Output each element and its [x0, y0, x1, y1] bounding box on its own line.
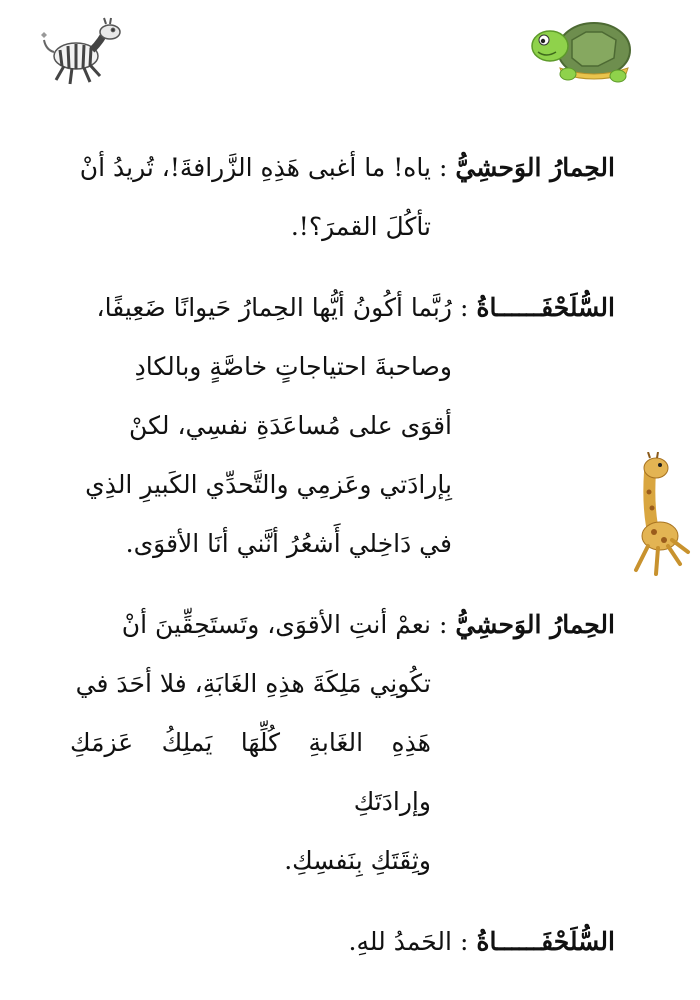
zebra-illustration — [36, 10, 126, 92]
speech-text — [70, 912, 452, 971]
speech-text — [70, 278, 452, 573]
speaker-separator: : — [438, 610, 448, 639]
speaker-name: السُّلَحْفَــــــاةُ — [476, 927, 615, 956]
dialogue-turn — [70, 912, 615, 971]
speech-line: تكُونِي مَلِكَةَ هذِهِ الغَابَةِ، فلا أحَدَ في — [75, 669, 431, 698]
speech-line: وثِقَتَكِ بِنَفسِكِ. — [284, 846, 431, 875]
speech-line: ياه! ما أغبى هَذِهِ الزَّرافةَ!، تُريدُ أنْ — [79, 153, 431, 182]
turtle-illustration — [528, 10, 640, 92]
speech-line: أقوَى على مُساعَدَةِ نفسِي، لكنْ — [129, 411, 452, 440]
dialogue-turn — [70, 278, 615, 573]
dialogue-text — [70, 138, 615, 971]
dialogue-turn — [70, 138, 615, 256]
speaker-separator: : — [459, 927, 469, 956]
speaker-name: الحِمارُ الوَحشِيُّ — [455, 610, 615, 639]
speech-text — [70, 138, 431, 256]
speaker-separator: : — [459, 293, 469, 322]
speaker-name: السُّلَحْفَــــــاةُ — [476, 293, 615, 322]
giraffe-illustration — [630, 452, 692, 578]
speech-line: نعمْ أنتِ الأقوَى، وتَستَحِقِّينَ أنْ — [121, 610, 431, 639]
speech-line: الحَمدُ للهِ. — [348, 927, 452, 956]
speaker-name: الحِمارُ الوَحشِيُّ — [455, 153, 615, 182]
speaker-separator: : — [438, 153, 448, 182]
dialogue-turn — [70, 595, 615, 890]
speech-text — [70, 595, 431, 890]
speech-line: تأكُلَ القمرَ؟!. — [290, 212, 431, 241]
speech-line: وصاحبةَ احتياجاتٍ خاصَّةٍ وبالكادِ — [134, 352, 452, 381]
speech-line: بِإرادَتي وعَزمِي والتَّحدِّي الكَبيرِ الذِي — [85, 470, 452, 499]
speech-line: هَذِهِ الغَابةِ كُلِّهَا يَملِكُ عَزمَكِ وإرادَتَكِ — [70, 728, 431, 816]
speech-line: في دَاخِلي أَشعُرُ أنَّني أنَا الأقوَى. — [125, 529, 452, 558]
speech-line: رُبَّما أكُونُ أيُّها الحِمارُ حَيوانًا ضَعِيفًا، — [96, 293, 452, 322]
